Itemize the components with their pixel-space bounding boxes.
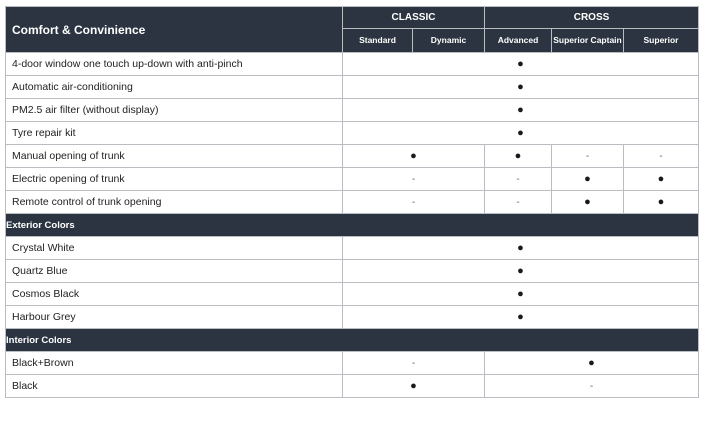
available-mark: ● xyxy=(517,81,524,93)
available-mark: ● xyxy=(657,173,665,185)
section-header xyxy=(6,329,699,352)
table-row xyxy=(6,145,699,168)
trim-advanced: Advanced xyxy=(485,29,552,53)
table-title: Comfort & Convinience xyxy=(6,7,343,53)
available-mark: ● xyxy=(657,196,665,208)
feature-label: Automatic air-conditioning xyxy=(6,76,343,99)
unavailable-mark: - xyxy=(516,174,520,185)
trim-superior: Superior xyxy=(624,29,699,53)
unavailable-mark: - xyxy=(585,151,590,162)
table-row xyxy=(6,122,699,145)
available-mark: ● xyxy=(517,311,524,323)
available-mark: ● xyxy=(588,357,595,369)
section-header xyxy=(6,214,699,237)
available-mark: ● xyxy=(517,265,524,277)
feature-label: Black+Brown xyxy=(6,352,343,375)
unavailable-mark: - xyxy=(589,381,594,392)
unavailable-mark: - xyxy=(411,174,416,185)
table-row xyxy=(6,260,699,283)
available-mark: ● xyxy=(584,196,591,208)
available-mark: ● xyxy=(514,150,522,162)
group-cross: CROSS xyxy=(485,7,699,29)
feature-label: Electric opening of trunk xyxy=(6,168,343,191)
trim-dynamic: Dynamic xyxy=(413,29,485,53)
unavailable-mark: - xyxy=(516,197,520,208)
available-mark: ● xyxy=(517,288,524,300)
available-mark: ● xyxy=(517,58,524,70)
feature-label: Quartz Blue xyxy=(6,260,343,283)
table-row xyxy=(6,283,699,306)
feature-label: Crystal White xyxy=(6,237,343,260)
group-classic: CLASSIC xyxy=(343,7,485,29)
feature-label: Remote control of trunk opening xyxy=(6,191,343,214)
table-row xyxy=(6,53,699,76)
available-mark: ● xyxy=(584,173,591,185)
trim-superior-captain: Superior Captain xyxy=(552,29,624,53)
unavailable-mark: - xyxy=(411,197,416,208)
feature-label: Tyre repair kit xyxy=(6,122,343,145)
table-row xyxy=(6,306,699,329)
available-mark: ● xyxy=(517,242,524,254)
feature-label: Cosmos Black xyxy=(6,283,343,306)
feature-label: 4-door window one touch up-down with anti-pinch xyxy=(6,53,343,76)
table-row xyxy=(6,99,699,122)
unavailable-mark: - xyxy=(411,358,416,369)
table-row xyxy=(6,168,699,191)
feature-label: PM2.5 air filter (without display) xyxy=(6,99,343,122)
feature-label: Manual opening of trunk xyxy=(6,145,343,168)
table-row xyxy=(6,375,699,398)
table-row xyxy=(6,237,699,260)
available-mark: ● xyxy=(517,104,524,116)
feature-label: Harbour Grey xyxy=(6,306,343,329)
table-row xyxy=(6,76,699,99)
trim-standard: Standard xyxy=(343,29,413,53)
table-row xyxy=(6,352,699,375)
unavailable-mark: - xyxy=(659,151,663,162)
table-row xyxy=(6,191,699,214)
section-title-interior: Interior Colors xyxy=(6,329,699,352)
section-title-exterior: Exterior Colors xyxy=(6,214,699,237)
feature-label: Black xyxy=(6,375,343,398)
spec-table xyxy=(5,6,699,398)
available-mark: ● xyxy=(517,127,524,139)
available-mark: ● xyxy=(410,150,417,162)
available-mark: ● xyxy=(410,380,417,392)
